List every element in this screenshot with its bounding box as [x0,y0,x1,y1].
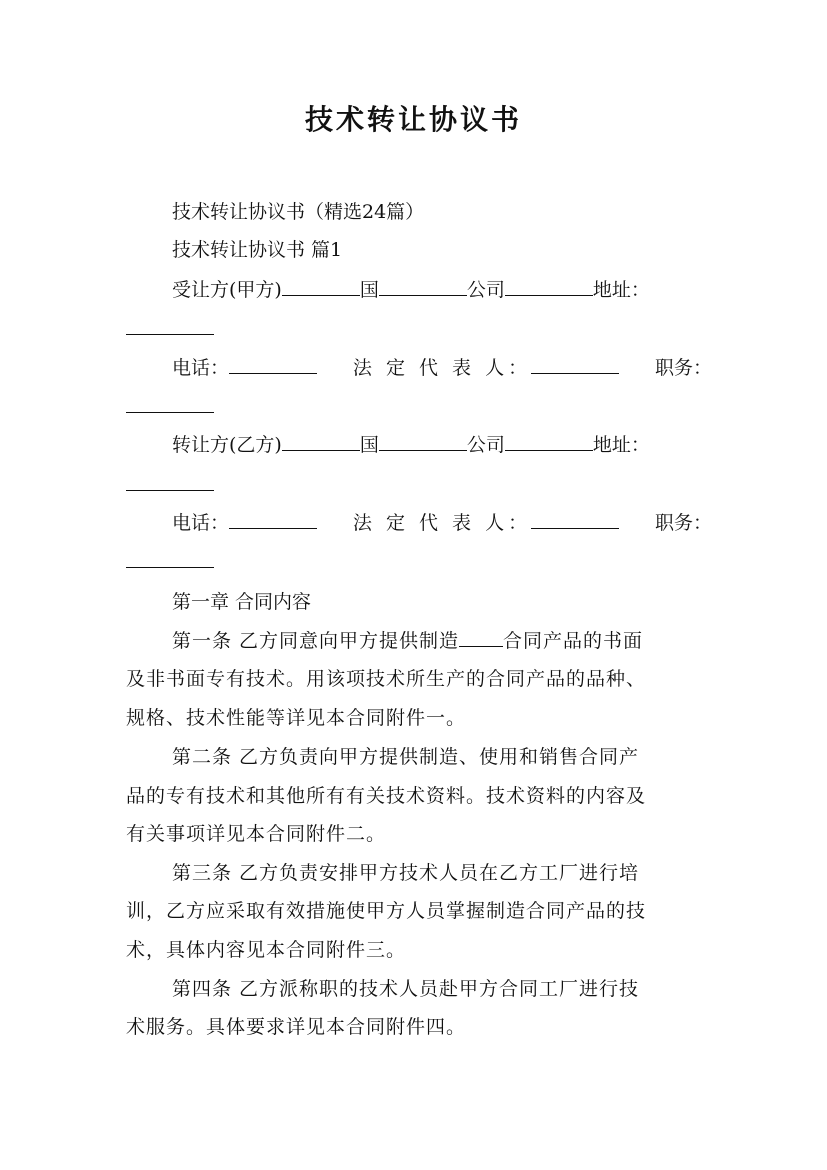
country-label: 国 [359,434,379,456]
phone-label: 电话： [172,512,230,534]
blank-field [379,432,467,451]
blank-field [531,355,619,374]
article-3-line-2: 训，乙方应采取有效措施使甲方人员掌握制造合同产品的技 [126,900,647,922]
article-4-line-2: 术服务。具体要求详见本合同附件四。 [126,1016,467,1038]
party-b-contact-line [172,510,712,536]
blank-field [126,412,214,413]
article-3-line-3: 术，具体内容见本合同附件三。 [126,939,407,961]
blank-field [126,567,214,568]
article-1-line-2: 及非书面专有技术。用该项技术所生产的合同产品的品种、 [126,668,647,690]
blank-field [229,510,317,529]
country-label: 国 [359,279,379,301]
blank-field [505,277,593,296]
blank-field [459,628,503,647]
document-title: 技术转让协议书 [304,103,522,136]
article-4-line-1: 第四条 乙方派称职的技术人员赴甲方合同工厂进行技 [172,978,640,1000]
address-label: 地址： [592,279,650,301]
chapter-heading: 第一章 合同内容 [172,591,312,613]
article-text: 第一条 乙方同意向甲方提供制造 [172,630,460,652]
position-label: 职务： [654,512,712,534]
party-a-contact-line [172,355,712,381]
subtitle: 技术转让协议书（精选24篇） [172,201,425,223]
phone-label: 电话： [172,357,230,379]
company-label: 公司 [466,434,505,456]
rep-label: 法 定 代 表 人： [352,512,532,534]
article-3-line-1: 第三条 乙方负责安排甲方技术人员在乙方工厂进行培 [172,862,640,884]
party-b-line [172,432,712,458]
party-a-line [172,277,712,303]
article-1-line-1 [172,628,712,654]
blank-field [379,277,467,296]
blank-field [126,334,214,335]
party-a-label: 受让方(甲方) [172,279,282,301]
article-text: 合同产品的书面 [503,630,644,652]
party-b-label: 转让方(乙方) [172,434,282,456]
address-label: 地址： [592,434,650,456]
blank-field [229,355,317,374]
article-2-line-3: 有关事项详见本合同附件二。 [126,823,387,845]
section-heading: 技术转让协议书 篇1 [172,239,343,261]
article-1-line-3: 规格、技术性能等详见本合同附件一。 [126,707,467,729]
company-label: 公司 [466,279,505,301]
rep-label: 法 定 代 表 人： [352,357,532,379]
blank-field [531,510,619,529]
blank-field [126,490,214,491]
article-2-line-1: 第二条 乙方负责向甲方提供制造、使用和销售合同产 [172,746,640,768]
position-label: 职务： [654,357,712,379]
blank-field [505,432,593,451]
blank-field [282,277,360,296]
blank-field [282,432,360,451]
article-2-line-2: 品的专有技术和其他所有有关技术资料。技术资料的内容及 [126,785,647,807]
